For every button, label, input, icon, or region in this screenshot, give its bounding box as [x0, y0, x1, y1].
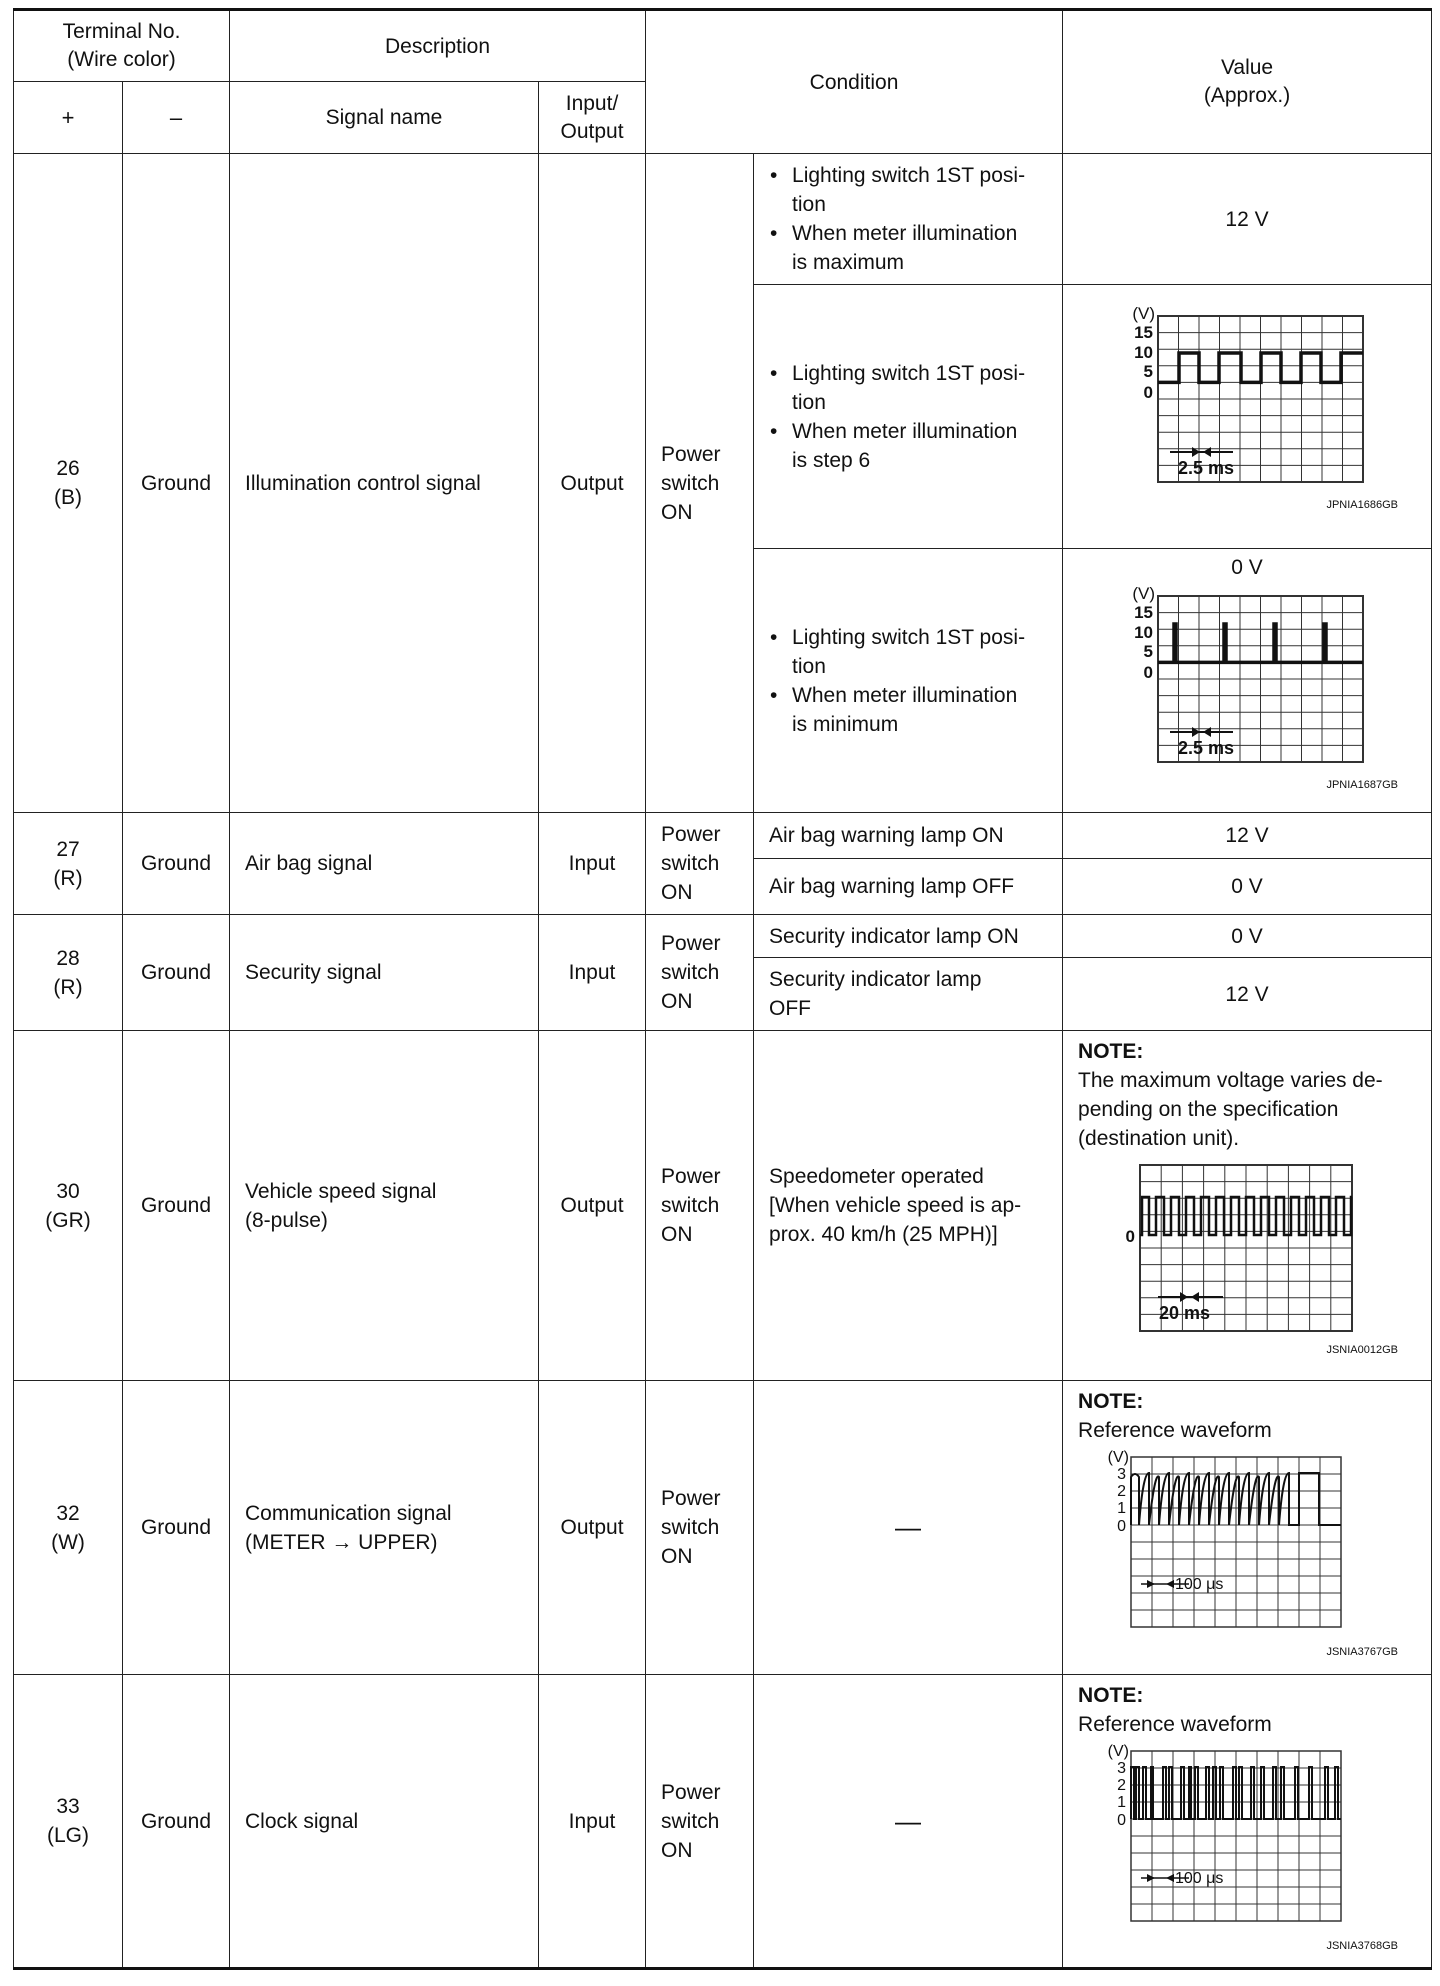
signal-name-header: Signal name [230, 82, 539, 154]
condition-item: • When meter illumination is maximum [768, 219, 1054, 277]
io-cell: Input [539, 915, 646, 1031]
axis-unit: (V) [1132, 584, 1156, 603]
terminal-spec-sheet [13, 8, 1431, 1970]
value-cell [1063, 1031, 1432, 1381]
terminal-cell: 30 (GR) [14, 1031, 123, 1381]
axis-tick: 0 [1143, 663, 1154, 682]
terminal-cell: 33 (LG) [14, 1675, 123, 1969]
ground-cell: Ground [123, 915, 230, 1031]
condition-cell [754, 154, 1063, 285]
power-cell: Power switch ON [646, 915, 754, 1031]
axis-tick: 3 [1117, 1760, 1127, 1777]
value-cell: 0 V [1063, 915, 1432, 958]
power-cell: Power switch ON [646, 154, 754, 813]
waveform-communication [1063, 1445, 1432, 1665]
note-block: NOTE: Reference waveform [1078, 1390, 1272, 1442]
power-cell: Power switch ON [646, 813, 754, 915]
condition-item: • Lighting switch 1ST posi- tion [768, 623, 1054, 681]
condition-cell: — [754, 1675, 1063, 1969]
value-cell [1063, 1675, 1432, 1969]
value-text: 0 V [1231, 556, 1263, 579]
signal-name-cell: Communication signal (METER → UPPER) [230, 1381, 539, 1675]
axis-tick: 5 [1143, 642, 1154, 661]
io-cell: Input [539, 813, 646, 915]
condition-cell: Air bag warning lamp OFF [754, 859, 1063, 915]
time-scale-label: 20 ms [1159, 1303, 1211, 1323]
value-cell [1063, 1381, 1432, 1675]
condition-item: • Lighting switch 1ST posi- tion [768, 161, 1054, 219]
io-cell: Output [539, 154, 646, 813]
axis-tick: 2 [1117, 1777, 1127, 1794]
condition-cell [754, 285, 1063, 549]
description-header: Description [230, 10, 646, 82]
plus-header: + [14, 82, 123, 154]
table-row [14, 1675, 1432, 1969]
time-scale-label: 2.5 ms [1178, 738, 1235, 758]
condition-item: • When meter illumination is minimum [768, 681, 1054, 739]
axis-unit: (V) [1107, 1449, 1130, 1466]
signal-name-cell: Clock signal [230, 1675, 539, 1969]
terminal-cell: 26 (B) [14, 154, 123, 813]
ground-cell: Ground [123, 1381, 230, 1675]
table-row [14, 915, 1432, 958]
condition-header: Condition [646, 10, 1063, 154]
axis-tick: 10 [1134, 342, 1154, 362]
figure-id: JSNIA0012GB [1326, 1344, 1399, 1356]
waveform-clock [1063, 1739, 1432, 1959]
axis-tick: 15 [1134, 322, 1154, 342]
condition-cell: Air bag warning lamp ON [754, 813, 1063, 859]
condition-item: • When meter illumination is step 6 [768, 417, 1054, 475]
signal-name-cell: Air bag signal [230, 813, 539, 915]
axis-unit: (V) [1132, 303, 1156, 323]
value-cell: 12 V [1063, 154, 1432, 285]
io-cell: Output [539, 1031, 646, 1381]
value-cell: 12 V [1063, 813, 1432, 859]
power-cell: Power switch ON [646, 1031, 754, 1381]
time-scale-label: 100 μs [1175, 1576, 1224, 1593]
figure-id: JPNIA1686GB [1326, 498, 1399, 511]
signal-name-cell: Vehicle speed signal (8-pulse) [230, 1031, 539, 1381]
power-cell: Power switch ON [646, 1675, 754, 1969]
axis-tick: 3 [1117, 1466, 1127, 1483]
axis-tick: 0 [1143, 382, 1154, 402]
input-output-header: Input/ Output [539, 82, 646, 154]
condition-cell: Security indicator lamp OFF [754, 958, 1063, 1031]
axis-tick: 5 [1143, 361, 1154, 381]
signal-name-cell: Security signal [230, 915, 539, 1031]
condition-cell: Security indicator lamp ON [754, 915, 1063, 958]
axis-tick: 0 [1117, 1812, 1127, 1829]
value-cell [1063, 285, 1432, 549]
axis-tick: 1 [1117, 1500, 1127, 1517]
axis-tick: 0 [1125, 1227, 1136, 1246]
terminal-cell: 32 (W) [14, 1381, 123, 1675]
ground-cell: Ground [123, 813, 230, 915]
note-block: NOTE: The maximum voltage varies de- pending on the specification (destination unit). [1078, 1040, 1383, 1150]
ground-cell: Ground [123, 154, 230, 813]
time-scale-label: 100 μs [1175, 1870, 1224, 1887]
terminal-table [13, 8, 1432, 1970]
value-cell [1063, 549, 1432, 813]
waveform-pwm-step6 [1063, 302, 1432, 532]
time-scale-label: 2.5 ms [1178, 457, 1235, 478]
terminal-cell: 28 (R) [14, 915, 123, 1031]
condition-cell: — [754, 1381, 1063, 1675]
axis-tick: 15 [1134, 603, 1154, 622]
power-cell: Power switch ON [646, 1381, 754, 1675]
table-row [14, 1031, 1432, 1381]
waveform-vehicle-speed [1063, 1153, 1432, 1363]
ground-cell: Ground [123, 1675, 230, 1969]
axis-unit: (V) [1107, 1743, 1130, 1760]
table-row [14, 813, 1432, 859]
ground-cell: Ground [123, 1031, 230, 1381]
io-cell: Output [539, 1381, 646, 1675]
condition-cell: Speedometer operated [When vehicle speed is ap- prox. 40 km/h (25 MPH)] [754, 1031, 1063, 1381]
axis-tick: 1 [1117, 1794, 1127, 1811]
value-header: Value (Approx.) [1063, 10, 1432, 154]
table-row [14, 1381, 1432, 1675]
figure-id: JSNIA3767GB [1326, 1646, 1399, 1658]
figure-id: JSNIA3768GB [1326, 1940, 1399, 1952]
terminal-cell: 27 (R) [14, 813, 123, 915]
figure-id: JPNIA1687GB [1326, 779, 1399, 791]
value-cell: 12 V [1063, 958, 1432, 1031]
axis-tick: 2 [1117, 1483, 1127, 1500]
axis-tick: 10 [1134, 623, 1154, 642]
terminal-no-header: Terminal No. (Wire color) [14, 10, 230, 82]
io-cell: Input [539, 1675, 646, 1969]
condition-cell [754, 549, 1063, 813]
axis-tick: 0 [1117, 1518, 1127, 1535]
signal-name-cell: Illumination control signal [230, 154, 539, 813]
table-row [14, 154, 1432, 285]
note-block: NOTE: Reference waveform [1078, 1684, 1272, 1736]
value-cell: 0 V [1063, 859, 1432, 915]
condition-item: • Lighting switch 1ST posi- tion [768, 359, 1054, 417]
waveform-pwm-minimum [1063, 582, 1432, 812]
minus-header: – [123, 82, 230, 154]
